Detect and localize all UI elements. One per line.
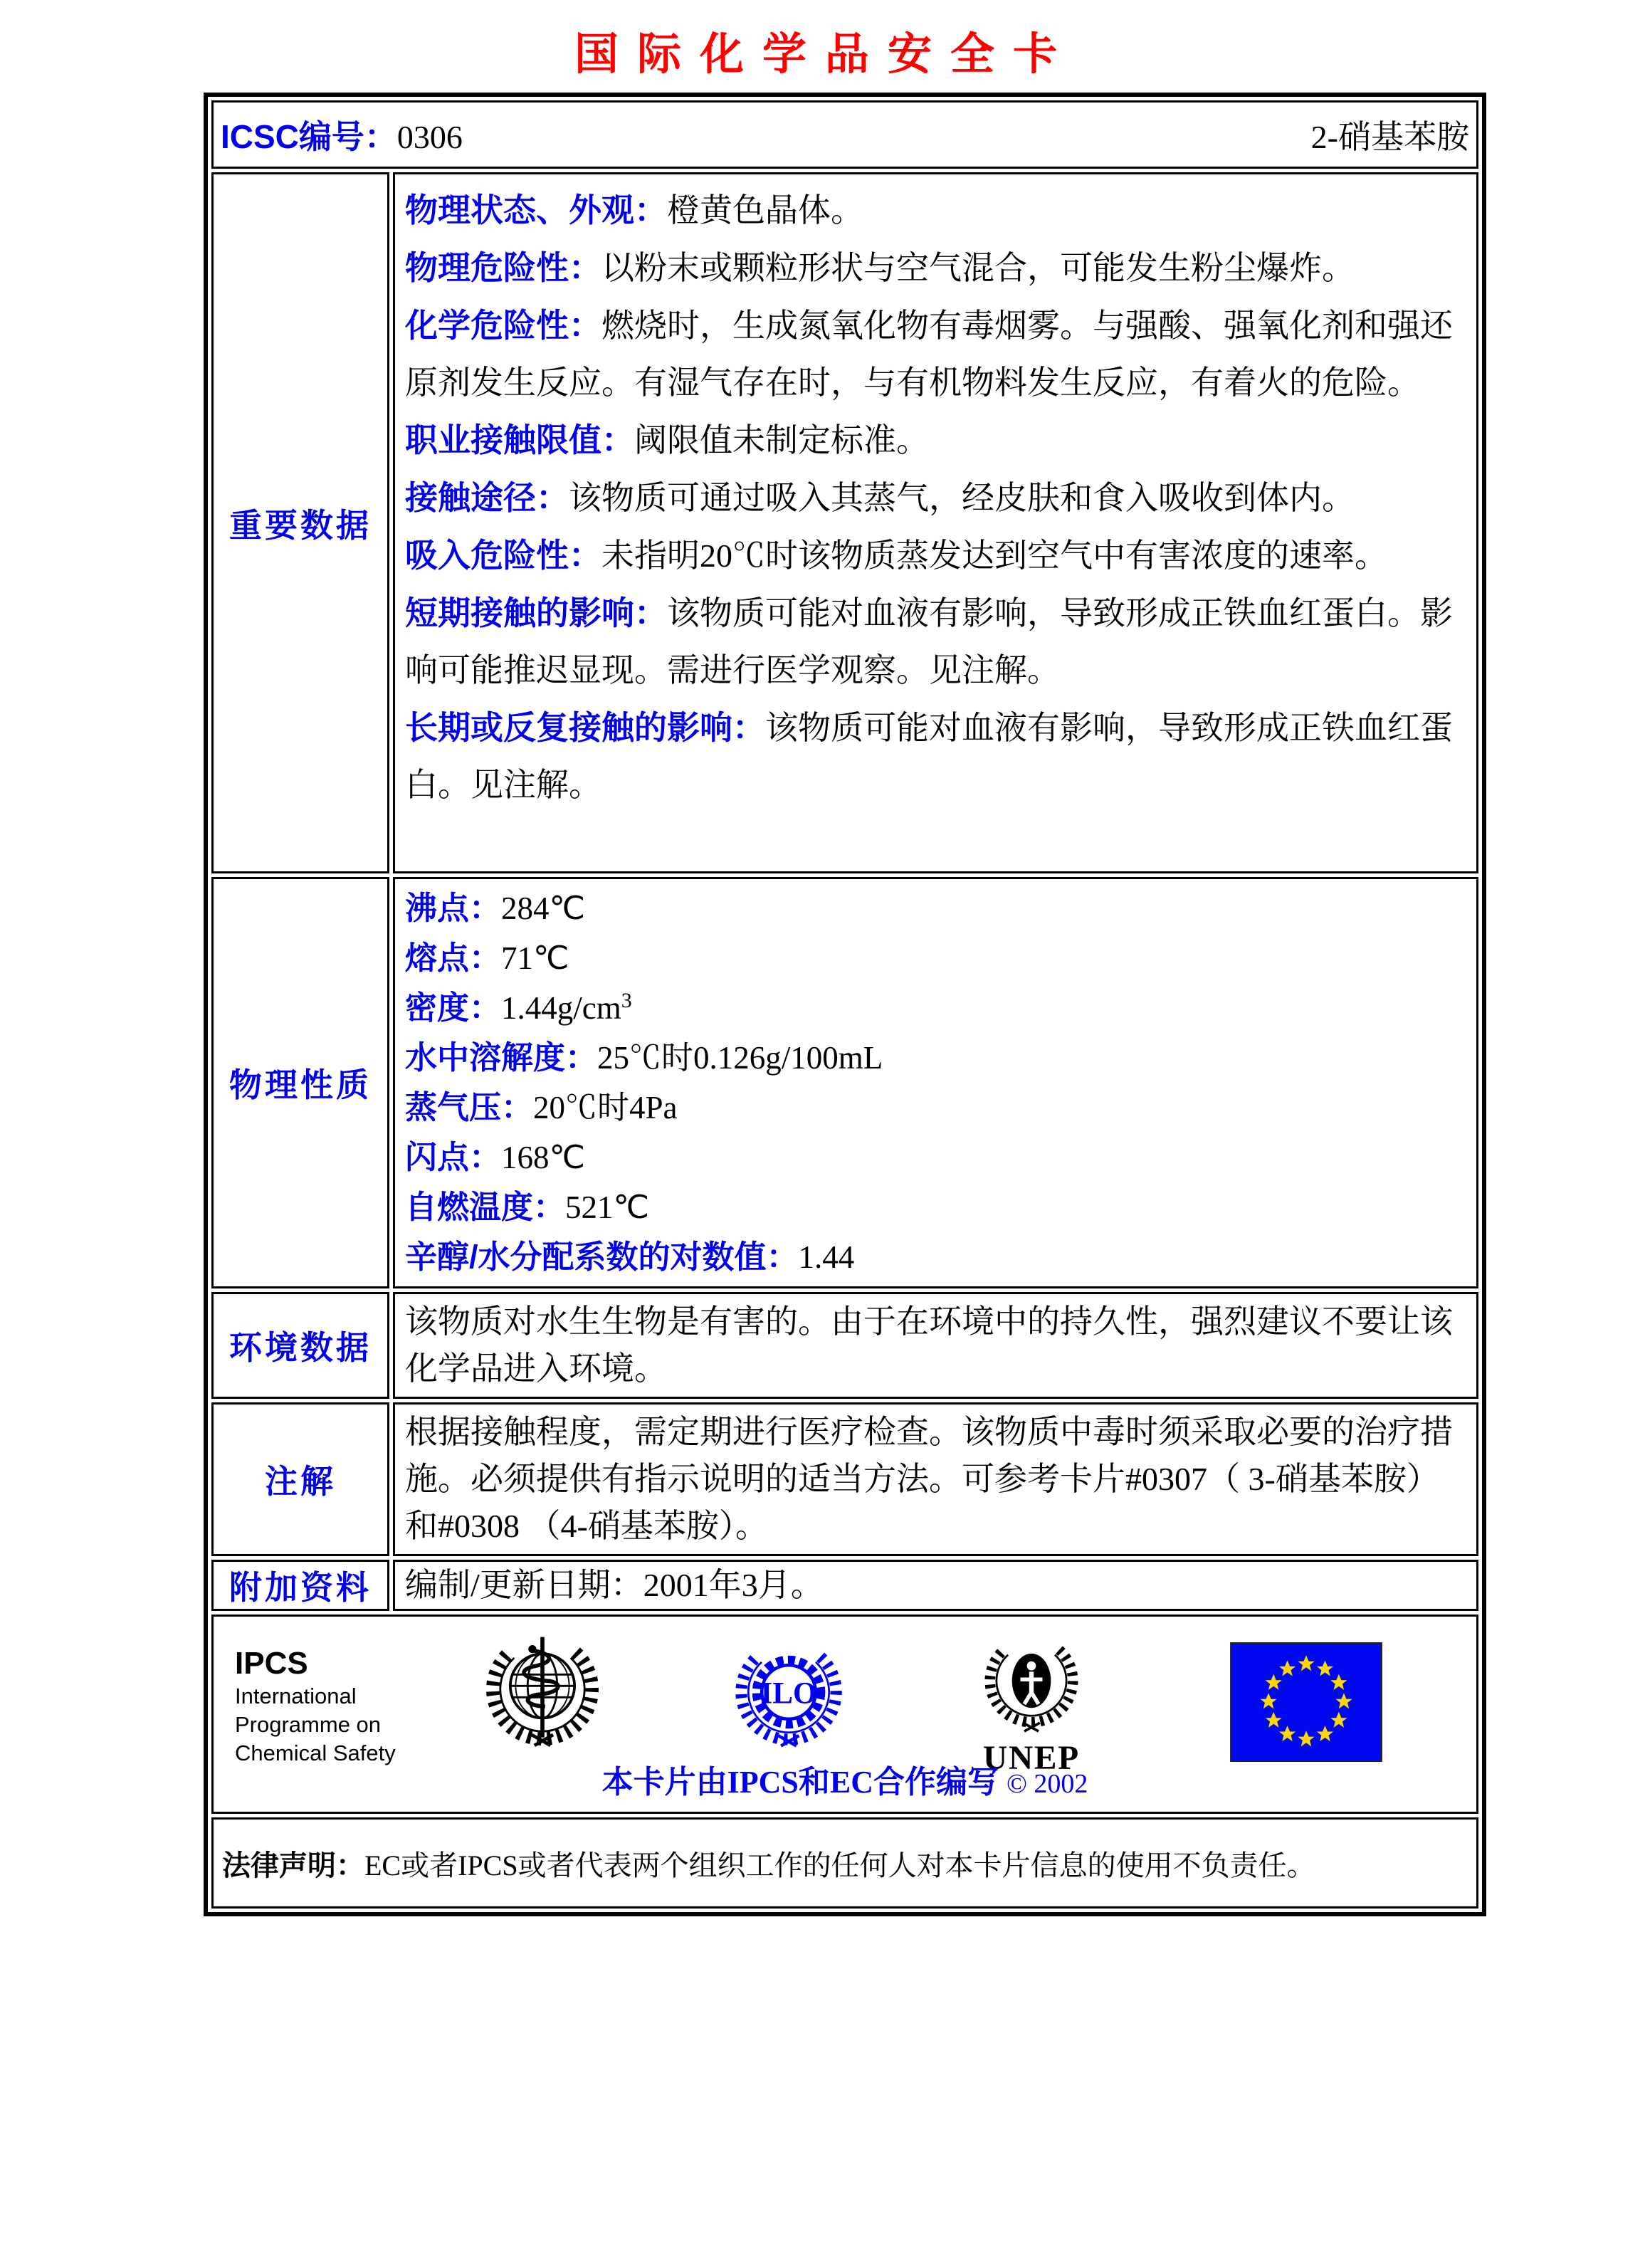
legal-cell bbox=[211, 1817, 1478, 1909]
caption-text: 本卡片由IPCS和EC合作编写 bbox=[601, 1765, 999, 1800]
icsc-number bbox=[221, 111, 463, 158]
icsc-number-value: 0306 bbox=[396, 119, 463, 155]
field-routes-of-exposure bbox=[405, 469, 1466, 527]
density-superscript: 3 bbox=[621, 989, 632, 1012]
field-short-term-effects bbox=[405, 584, 1466, 699]
property-label: 沸点： bbox=[405, 890, 502, 926]
field-label: 接触途径： bbox=[405, 479, 569, 516]
icsc-card-table bbox=[204, 93, 1486, 1916]
property-label: 密度： bbox=[405, 989, 502, 1026]
footer-logos-row bbox=[211, 1615, 1478, 1814]
legal-text: EC或者IPCS或者代表两个组织工作的任何人对本卡片信息的使用不负责任。 bbox=[364, 1849, 1315, 1881]
environmental-data-row bbox=[211, 1292, 1478, 1399]
important-data-row bbox=[211, 172, 1478, 873]
field-physical-dangers bbox=[405, 239, 1466, 297]
section-label-important-data: 重要数据 bbox=[211, 172, 389, 873]
property-boiling-point bbox=[405, 883, 1466, 933]
field-text: 未指明20℃时该物质蒸发达到空气中有害浓度的速率。 bbox=[601, 537, 1387, 574]
property-water-solubility bbox=[405, 1033, 1466, 1083]
legal-label: 法律声明： bbox=[222, 1849, 364, 1881]
important-data-content bbox=[393, 172, 1478, 873]
property-label: 闪点： bbox=[405, 1139, 502, 1175]
field-label: 物理状态、外观： bbox=[405, 191, 667, 229]
property-label: 蒸气压： bbox=[405, 1089, 534, 1125]
field-occupational-exposure-limits bbox=[405, 411, 1466, 469]
section-label-environmental-data: 环境数据 bbox=[211, 1292, 389, 1399]
property-label: 自燃温度： bbox=[405, 1189, 566, 1225]
property-label: 熔点： bbox=[405, 940, 502, 976]
card-header bbox=[221, 111, 1469, 158]
section-label-additional-info: 附加资料 bbox=[211, 1560, 389, 1611]
field-label: 短期接触的影响： bbox=[405, 594, 667, 631]
card-header-row bbox=[211, 100, 1478, 169]
property-vapor-pressure bbox=[405, 1083, 1466, 1133]
field-text: 燃烧时，生成氮氧化物有毒烟雾。与强酸、强氧化剂和强还原剂发生反应。有湿气存在时，与有机物料发生反应，有着火的危险。 bbox=[405, 308, 1453, 401]
field-text: 以粉末或颗粒形状与空气混合，可能发生粉尘爆炸。 bbox=[601, 250, 1355, 286]
field-inhalation-risk bbox=[405, 527, 1466, 584]
environmental-data-content: 该物质对水生生物是有害的。由于在环境中的持久性，强烈建议不要让该化学品进入环境。 bbox=[393, 1292, 1478, 1399]
field-text: 阈限值未制定标准。 bbox=[634, 422, 929, 458]
ipcs-name-line: Programme on bbox=[235, 1712, 382, 1737]
section-label-physical-properties: 物理性质 bbox=[211, 877, 389, 1288]
property-melting-point bbox=[405, 933, 1466, 983]
physical-properties-content bbox=[393, 877, 1478, 1288]
eu-flag-icon bbox=[1230, 1642, 1382, 1762]
legal-notice bbox=[222, 1843, 1468, 1884]
property-value: 25℃时0.126g/100mL bbox=[597, 1040, 883, 1076]
ipcs-name-line: International bbox=[235, 1684, 357, 1708]
property-value: 1.44 bbox=[798, 1239, 855, 1275]
property-value: 521℃ bbox=[565, 1190, 650, 1225]
field-text: 橙黄色晶体。 bbox=[667, 192, 863, 229]
who-emblem-icon bbox=[475, 1622, 609, 1756]
property-value: 20℃时4Pa bbox=[533, 1090, 678, 1125]
field-text: 该物质可能对血液有影响，导致形成正铁血红蛋白。见注解。 bbox=[405, 710, 1453, 803]
unep-label: UNEP bbox=[982, 1739, 1081, 1775]
property-flash-point bbox=[405, 1133, 1466, 1182]
field-text: 该物质可能对血液有影响，导致形成正铁血红蛋白。影响可能推迟显现。需进行医学观察。见注解。 bbox=[405, 595, 1453, 688]
footer-caption bbox=[214, 1756, 1476, 1802]
property-density bbox=[405, 983, 1466, 1033]
ipcs-block bbox=[235, 1645, 396, 1768]
footer-logos-cell bbox=[211, 1615, 1478, 1814]
ipcs-name-line: Chemical Safety bbox=[235, 1741, 396, 1765]
property-label: 水中溶解度： bbox=[405, 1039, 598, 1076]
section-label-notes: 注解 bbox=[211, 1402, 389, 1556]
property-value: 1.44g/cm bbox=[501, 990, 621, 1026]
icsc-number-label: ICSC编号： bbox=[221, 118, 397, 155]
ipcs-acronym: IPCS bbox=[235, 1646, 308, 1681]
field-text: 该物质可通过吸入其蒸气，经皮肤和食入吸收到体内。 bbox=[569, 480, 1355, 516]
chemical-name: 2-硝基苯胺 bbox=[1310, 119, 1469, 155]
field-label: 职业接触限值： bbox=[405, 421, 634, 458]
field-label: 物理危险性： bbox=[405, 249, 601, 286]
field-label: 长期或反复接触的影响： bbox=[405, 709, 765, 746]
property-octanol-water-partition bbox=[405, 1232, 1466, 1282]
property-value: 168℃ bbox=[501, 1140, 586, 1175]
notes-content: 根据接触程度，需定期进行医疗检查。该物质中毒时须采取必要的治疗措施。必须提供有指示说明的适当方法。可参考卡片#0307（ 3-硝基苯胺）和#0308 （4-硝基苯胺）。 bbox=[393, 1402, 1478, 1556]
property-autoignition-temperature bbox=[405, 1182, 1466, 1232]
field-label: 化学危险性： bbox=[405, 307, 601, 344]
field-physical-state-appearance bbox=[405, 182, 1466, 239]
legal-row bbox=[211, 1817, 1478, 1909]
physical-properties-row bbox=[211, 877, 1478, 1288]
notes-row bbox=[211, 1402, 1478, 1556]
additional-info-row bbox=[211, 1560, 1478, 1611]
field-long-term-effects bbox=[405, 699, 1466, 814]
unep-logo-icon bbox=[967, 1624, 1096, 1775]
ilo-logo-icon bbox=[725, 1628, 853, 1756]
property-value: 71℃ bbox=[501, 940, 569, 976]
additional-info-content: 编制/更新日期：2001年3月。 bbox=[393, 1560, 1478, 1611]
property-value: 284℃ bbox=[501, 891, 586, 926]
field-label: 吸入危险性： bbox=[405, 537, 601, 574]
page-title: 国际化学品安全卡 bbox=[574, 30, 1076, 79]
ilo-monogram: ILO bbox=[760, 1676, 817, 1711]
field-chemical-dangers bbox=[405, 297, 1466, 411]
copyright-text: © 2002 bbox=[1007, 1769, 1088, 1799]
property-label: 辛醇/水分配系数的对数值： bbox=[405, 1239, 799, 1275]
